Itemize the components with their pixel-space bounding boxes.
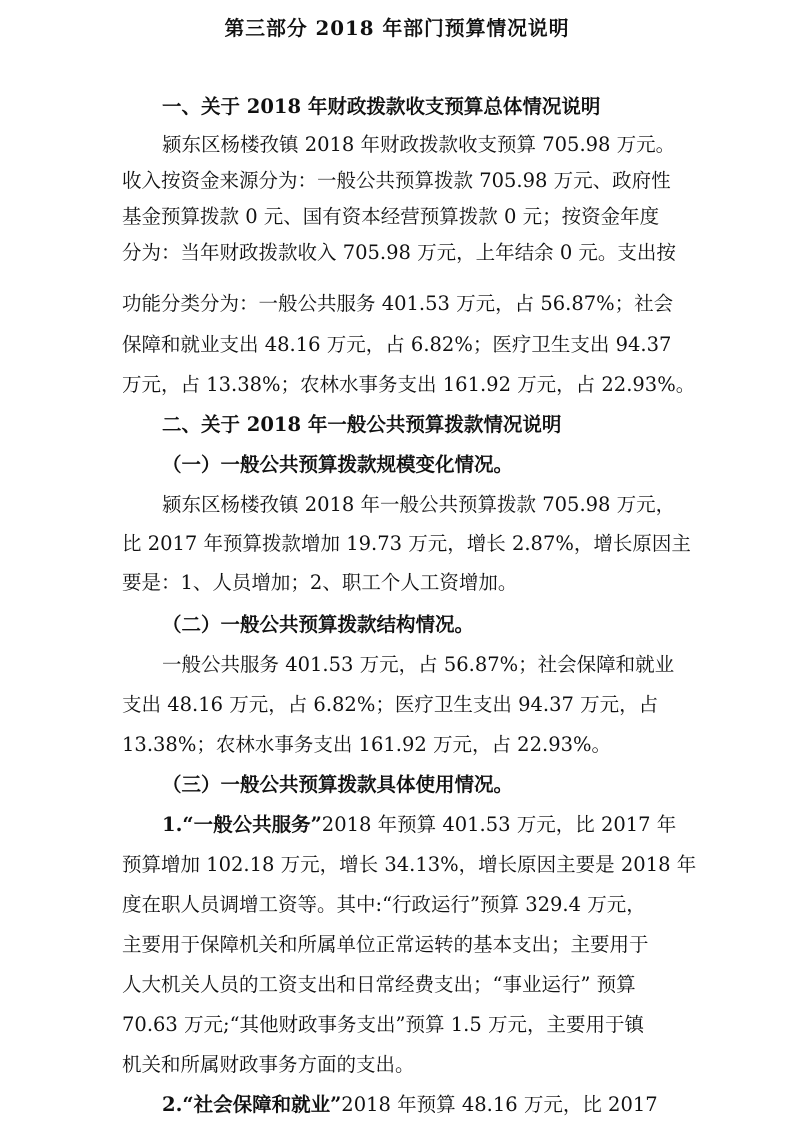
item1-first-line-text: 2018 年预算 401.53 万元，比 2017 年 — [321, 813, 677, 836]
subsection1-heading: （一）一般公共预算拨款规模变化情况。 — [162, 453, 514, 476]
section1-heading: 一、关于 2018 年财政拨款收支预算总体情况说明 — [162, 95, 601, 118]
item1-label: 1.“一般公共服务” — [162, 813, 322, 836]
subsection2-line: 13.38%；农林水事务支出 161.92 万元，占 22.93%。 — [122, 733, 612, 756]
item1-line: 机关和所属财政事务方面的支出。 — [122, 1053, 415, 1076]
subsection1-line: 要是：1、人员增加；2、职工个人工资增加。 — [122, 571, 518, 594]
subsection1-line: 颍东区杨楼孜镇 2018 年一般公共预算拨款 705.98 万元， — [162, 493, 676, 516]
item2-first-line-text: 2018 年预算 48.16 万元，比 2017 — [341, 1093, 658, 1116]
subsection2-heading: （二）一般公共预算拨款结构情况。 — [162, 613, 475, 636]
subsection2-line: 一般公共服务 401.53 万元，占 56.87%；社会保障和就业 — [162, 653, 675, 676]
section1-line: 万元，占 13.38%；农林水事务支出 161.92 万元，占 22.93%。 — [122, 373, 696, 396]
section1-line: 收入按资金来源分为：一般公共预算拨款 705.98 万元、政府性 — [122, 169, 671, 192]
item1-line: 主要用于保障机关和所属单位正常运转的基本支出；主要用于 — [122, 933, 649, 956]
section1-line: 基金预算拨款 0 元、国有资本经营预算拨款 0 元；按资金年度 — [122, 205, 660, 228]
item1-line: 预算增加 102.18 万元，增长 34.13%，增长原因主要是 2018 年 — [122, 853, 697, 876]
section2-heading: 二、关于 2018 年一般公共预算拨款情况说明 — [162, 413, 562, 436]
page-title: 第三部分 2018 年部门预算情况说明 — [224, 16, 570, 40]
item1-line: 度在职人员调增工资等。其中:“行政运行”预算 329.4 万元， — [122, 893, 646, 916]
item2-first-line — [162, 1093, 658, 1117]
subsection1-line: 比 2017 年预算拨款增加 19.73 万元，增长 2.87%，增长原因主 — [122, 532, 691, 555]
section1-line: 功能分类分为：一般公共服务 401.53 万元，占 56.87%；社会 — [122, 292, 674, 315]
subsection2-line: 支出 48.16 万元，占 6.82%；医疗卫生支出 94.37 万元，占 — [122, 693, 659, 716]
item1-line: 人大机关人员的工资支出和日常经费支出；“事业运行” 预算 — [122, 973, 636, 996]
subsection3-heading: （三）一般公共预算拨款具体使用情况。 — [162, 773, 514, 796]
item1-first-line — [162, 813, 676, 837]
section1-line: 保障和就业支出 48.16 万元，占 6.82%；医疗卫生支出 94.37 — [122, 333, 672, 356]
item1-line: 70.63 万元;“其他财政事务支出”预算 1.5 万元，主要用于镇 — [122, 1013, 644, 1036]
item2-label: 2.“社会保障和就业” — [162, 1093, 342, 1116]
section1-line: 分为：当年财政拨款收入 705.98 万元，上年结余 0 元。支出按 — [122, 241, 676, 264]
section1-line: 颍东区杨楼孜镇 2018 年财政拨款收支预算 705.98 万元。 — [162, 133, 676, 156]
